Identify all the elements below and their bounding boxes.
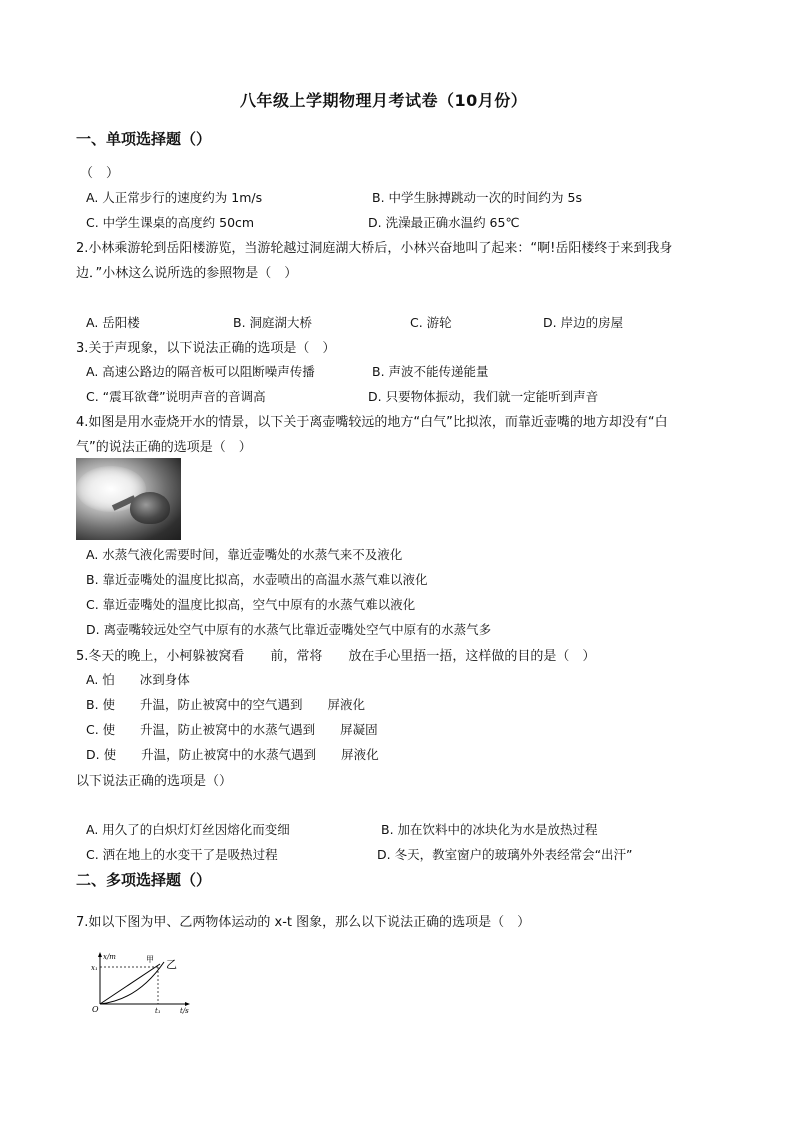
question-4-stem-line-2: 气”的说法正确的选项是（ ） <box>76 440 252 455</box>
question-3-stem: 3.关于声现象，以下说法正确的选项是（ ） <box>76 341 336 356</box>
graph-label-jia: 甲 <box>146 955 154 964</box>
question-1-option-c[interactable]: C. 中学生课桌的高度约 50cm <box>86 215 255 230</box>
question-1-option-b[interactable]: B. 中学生脉搏跳动一次的时间约为 5s <box>372 190 582 205</box>
graph-t1-label: t₁ <box>155 1007 161 1015</box>
graph-x1-label: x₁ <box>91 964 98 972</box>
question-2-stem-line-1: 2.小林乘游轮到岳阳楼游览，当游轮越过洞庭湖大桥后，小林兴奋地叫了起来：“啊!岳阳楼终于来到我身 <box>76 241 673 256</box>
section-heading-multiple-choice: 二、多项选择题（） <box>76 871 212 889</box>
xt-graph <box>88 950 198 1020</box>
question-6-stem: 以下说法正确的选项是（） <box>76 774 233 789</box>
question-6-option-a[interactable]: A. 用久了的白炽灯灯丝因熔化而变细 <box>86 822 290 837</box>
question-3-option-a[interactable]: A. 高速公路边的隔音板可以阻断噪声传播 <box>86 364 315 379</box>
question-4-stem-line-1: 4.如图是用水壶烧开水的情景，以下关于离壶嘴较远的地方“白气”比拟浓，而靠近壶嘴的地方却没有“白 <box>76 415 668 430</box>
graph-line-jia <box>100 964 160 1004</box>
graph-y-arrow <box>98 952 102 957</box>
question-5-stem: 5.冬天的晚上，小柯躲被窝看 前，常将 放在手心里捂一捂，这样做的目的是（ ） <box>76 649 596 664</box>
question-6-option-d[interactable]: D. 冬天，教室窗户的玻璃外外表经常会“出汗” <box>377 847 633 862</box>
graph-origin-label: O <box>92 1005 99 1014</box>
question-4-option-d[interactable]: D. 离壶嘴较远处空气中原有的水蒸气比靠近壶嘴处空气中原有的水蒸气多 <box>86 622 492 637</box>
question-5-option-c[interactable]: C. 使 升温，防止被窝中的水蒸气遇到 屏凝固 <box>86 722 378 737</box>
question-2-option-a[interactable]: A. 岳阳楼 <box>86 315 140 330</box>
question-6-option-c[interactable]: C. 洒在地上的水变干了是吸热过程 <box>86 847 278 862</box>
graph-ylabel: x/m <box>103 953 116 961</box>
question-7-stem: 7.如以下图为甲、乙两物体运动的 x-t 图象，那么以下说法正确的选项是（ ） <box>76 915 531 930</box>
graph-xlabel: t/s <box>180 1007 189 1015</box>
question-3-option-b[interactable]: B. 声波不能传递能量 <box>372 364 489 379</box>
question-2-option-c[interactable]: C. 游轮 <box>410 315 452 330</box>
question-5-option-a[interactable]: A. 怕 冰到身体 <box>86 672 190 687</box>
question-4-option-b[interactable]: B. 靠近壶嘴处的温度比拟高，水壶喷出的高温水蒸气难以液化 <box>86 572 428 587</box>
kettle-steam-photo <box>76 458 181 540</box>
question-5-option-b[interactable]: B. 使 升温，防止被窝中的空气遇到 屏液化 <box>86 697 366 712</box>
question-4-option-c[interactable]: C. 靠近壶嘴处的温度比拟高，空气中原有的水蒸气难以液化 <box>86 597 416 612</box>
section-heading-single-choice: 一、单项选择题（） <box>76 130 212 148</box>
question-3-option-c[interactable]: C. “震耳欲聋”说明声音的音调高 <box>86 389 266 404</box>
page-title: 八年级上学期物理月考试卷（10月份） <box>240 91 528 110</box>
graph-x-arrow <box>185 1002 190 1006</box>
question-3-option-d[interactable]: D. 只要物体振动，我们就一定能听到声音 <box>368 389 599 404</box>
question-4-option-a[interactable]: A. 水蒸气液化需要时间，靠近壶嘴处的水蒸气来不及液化 <box>86 547 403 562</box>
question-2-stem-line-2: 边．”小林这么说所选的参照物是（ ） <box>76 266 298 281</box>
question-6-option-b[interactable]: B. 加在饮料中的冰块化为水是放热过程 <box>381 822 598 837</box>
question-1-option-d[interactable]: D. 洗澡最正确水温约 65℃ <box>368 215 520 230</box>
question-2-option-b[interactable]: B. 洞庭湖大桥 <box>233 315 313 330</box>
question-1-stem: （ ） <box>80 166 120 181</box>
question-1-option-a[interactable]: A. 人正常步行的速度约为 1m/s <box>86 190 263 205</box>
graph-label-yi: 乙 <box>166 958 177 971</box>
question-2-option-d[interactable]: D. 岸边的房屋 <box>543 315 624 330</box>
question-5-option-d[interactable]: D. 使 升温，防止被窝中的水蒸气遇到 屏液化 <box>86 747 379 762</box>
